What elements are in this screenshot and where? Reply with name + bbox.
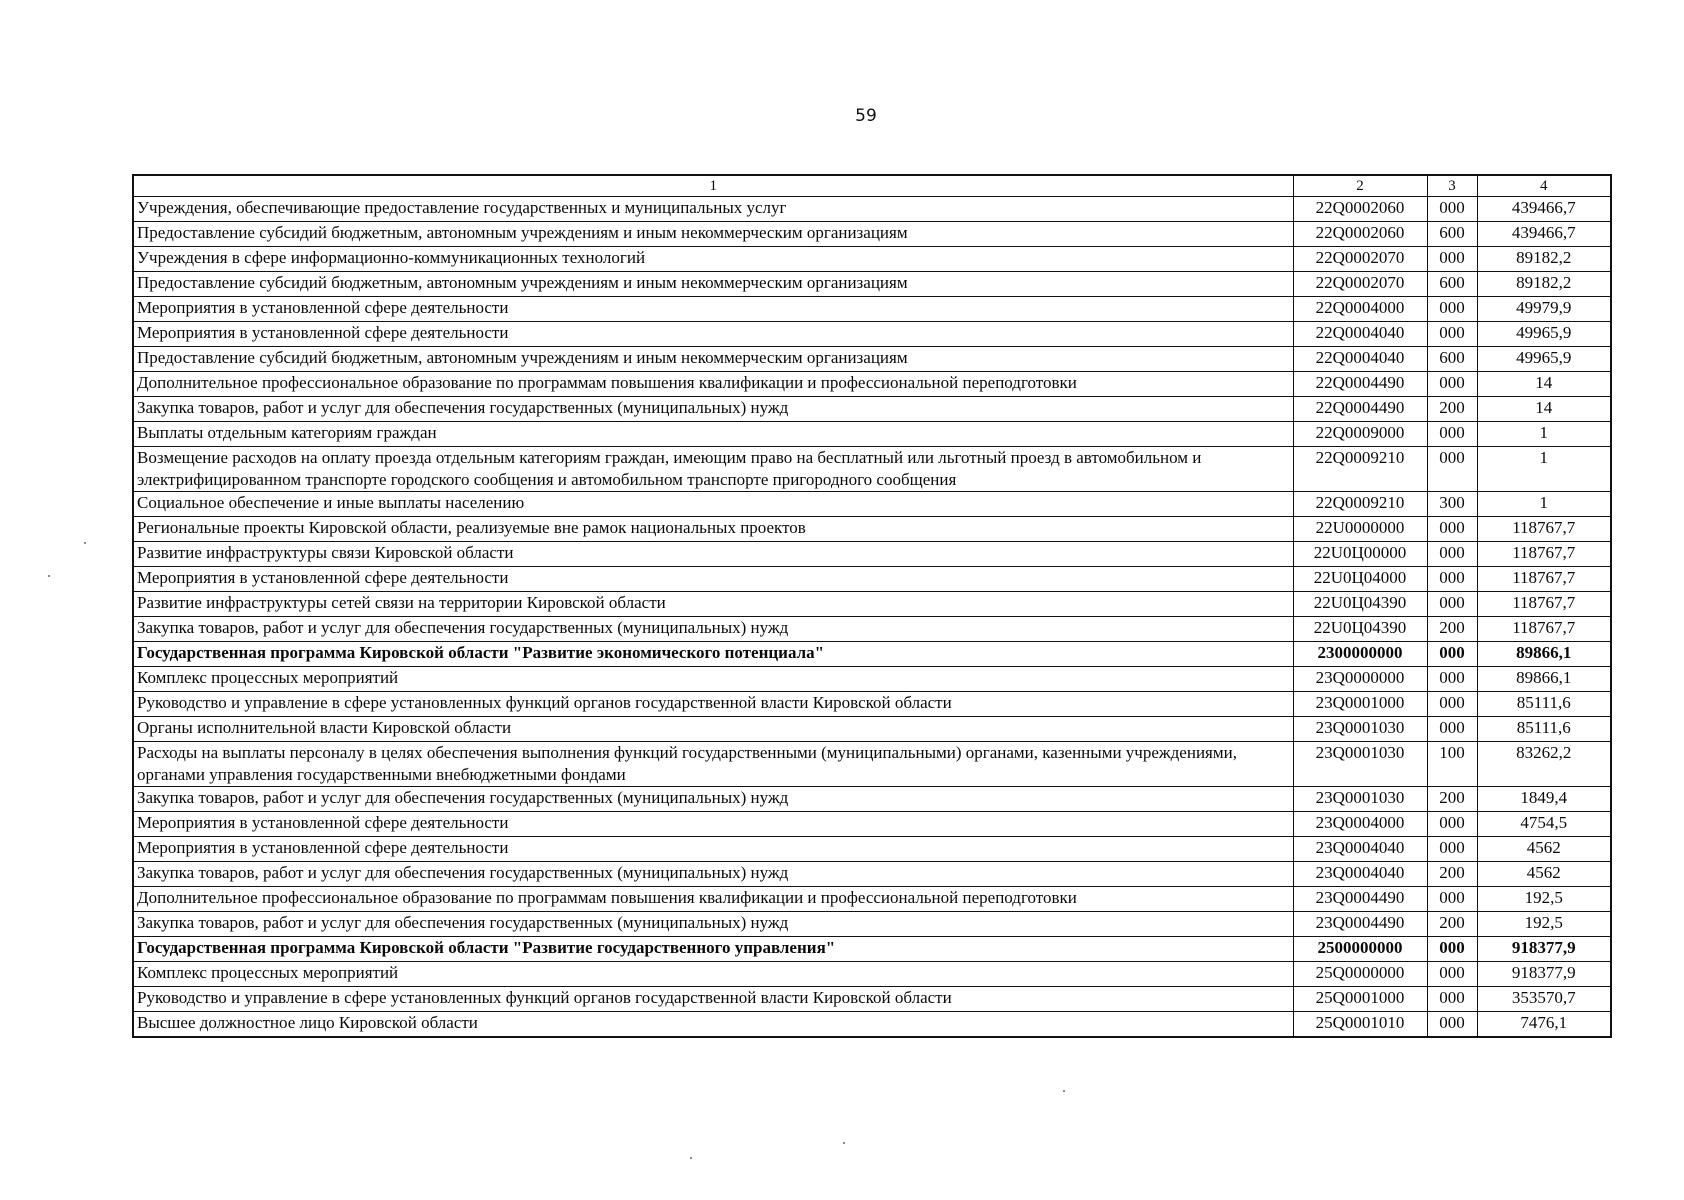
row-sum-cell: 7476,1 [1477, 1012, 1611, 1038]
row-type-cell: 000 [1427, 887, 1477, 912]
row-name-cell: Предоставление субсидий бюджетным, автономным учреждениям и иным некоммерческим организациям [133, 347, 1293, 372]
row-sum-cell: 85111,6 [1477, 717, 1611, 742]
table-row [133, 197, 1611, 222]
row-name-cell: Возмещение расходов на оплату проезда отдельным категориям граждан, имеющим право на бесплатный или льготный проезд в автомобильном и электрифицированном транспорте городского сообщения и автомобильном транспорте пригородного сообщения [133, 447, 1293, 492]
column-header-code: 2 [1293, 175, 1427, 197]
row-type-cell: 600 [1427, 272, 1477, 297]
row-type-cell: 000 [1427, 447, 1477, 492]
table-body [133, 175, 1611, 1037]
table-row [133, 272, 1611, 297]
row-type-cell: 000 [1427, 197, 1477, 222]
column-header-type: 3 [1427, 175, 1477, 197]
row-code-cell: 2500000000 [1293, 937, 1427, 962]
row-code-cell: 22U0Ц00000 [1293, 542, 1427, 567]
row-type-cell: 000 [1427, 987, 1477, 1012]
table-row [133, 592, 1611, 617]
table-row [133, 422, 1611, 447]
row-type-cell: 000 [1427, 542, 1477, 567]
row-type-cell: 200 [1427, 397, 1477, 422]
row-name-cell: Мероприятия в установленной сфере деятельности [133, 567, 1293, 592]
row-type-cell: 000 [1427, 937, 1477, 962]
row-sum-cell: 918377,9 [1477, 937, 1611, 962]
row-type-cell: 000 [1427, 962, 1477, 987]
row-sum-cell: 89866,1 [1477, 642, 1611, 667]
row-sum-cell: 118767,7 [1477, 592, 1611, 617]
row-sum-cell: 83262,2 [1477, 742, 1611, 787]
row-name-cell: Мероприятия в установленной сфере деятельности [133, 322, 1293, 347]
table-row [133, 447, 1611, 492]
row-type-cell: 000 [1427, 247, 1477, 272]
budget-table [132, 174, 1612, 1038]
scan-speck [690, 1157, 692, 1159]
row-name-cell: Мероприятия в установленной сфере деятельности [133, 812, 1293, 837]
row-code-cell: 22Q0004040 [1293, 347, 1427, 372]
row-code-cell: 23Q0001000 [1293, 692, 1427, 717]
table-row [133, 397, 1611, 422]
table-row [133, 912, 1611, 937]
row-type-cell: 000 [1427, 592, 1477, 617]
row-sum-cell: 439466,7 [1477, 222, 1611, 247]
row-code-cell: 23Q0000000 [1293, 667, 1427, 692]
table-row [133, 692, 1611, 717]
row-code-cell: 23Q0004490 [1293, 887, 1427, 912]
row-code-cell: 22Q0004040 [1293, 322, 1427, 347]
row-name-cell: Дополнительное профессиональное образование по программам повышения квалификации и профессиональной переподготовки [133, 372, 1293, 397]
row-type-cell: 600 [1427, 222, 1477, 247]
table-row [133, 222, 1611, 247]
row-sum-cell: 85111,6 [1477, 692, 1611, 717]
table-row [133, 887, 1611, 912]
row-type-cell: 600 [1427, 347, 1477, 372]
row-sum-cell: 118767,7 [1477, 517, 1611, 542]
row-name-cell: Органы исполнительной власти Кировской области [133, 717, 1293, 742]
row-sum-cell: 118767,7 [1477, 617, 1611, 642]
row-sum-cell: 439466,7 [1477, 197, 1611, 222]
row-type-cell: 000 [1427, 717, 1477, 742]
row-name-cell: Дополнительное профессиональное образование по программам повышения квалификации и профессиональной переподготовки [133, 887, 1293, 912]
row-code-cell: 22Q0009000 [1293, 422, 1427, 447]
row-sum-cell: 14 [1477, 397, 1611, 422]
row-name-cell: Развитие инфраструктуры связи Кировской области [133, 542, 1293, 567]
row-type-cell: 000 [1427, 692, 1477, 717]
row-code-cell: 22U0Ц04390 [1293, 592, 1427, 617]
row-type-cell: 300 [1427, 492, 1477, 517]
row-sum-cell: 118767,7 [1477, 542, 1611, 567]
row-code-cell: 22Q0004490 [1293, 397, 1427, 422]
row-name-cell: Государственная программа Кировской области "Развитие государственного управления" [133, 937, 1293, 962]
table-header-row [133, 175, 1611, 197]
table-row [133, 517, 1611, 542]
row-type-cell: 000 [1427, 517, 1477, 542]
table-row [133, 542, 1611, 567]
table-row [133, 987, 1611, 1012]
table-row [133, 247, 1611, 272]
table-row [133, 862, 1611, 887]
row-code-cell: 23Q0004000 [1293, 812, 1427, 837]
row-code-cell: 23Q0001030 [1293, 742, 1427, 787]
row-code-cell: 22Q0009210 [1293, 492, 1427, 517]
row-code-cell: 22Q0002070 [1293, 272, 1427, 297]
row-type-cell: 200 [1427, 617, 1477, 642]
row-sum-cell: 1849,4 [1477, 787, 1611, 812]
table-row [133, 787, 1611, 812]
row-code-cell: 25Q0001010 [1293, 1012, 1427, 1038]
row-type-cell: 000 [1427, 297, 1477, 322]
row-code-cell: 25Q0001000 [1293, 987, 1427, 1012]
scan-speck [48, 575, 50, 577]
row-sum-cell: 4562 [1477, 837, 1611, 862]
scan-speck [84, 542, 86, 544]
row-code-cell: 22Q0002070 [1293, 247, 1427, 272]
row-name-cell: Учреждения в сфере информационно-коммуникационных технологий [133, 247, 1293, 272]
row-name-cell: Закупка товаров, работ и услуг для обеспечения государственных (муниципальных) нужд [133, 912, 1293, 937]
row-name-cell: Предоставление субсидий бюджетным, автономным учреждениям и иным некоммерческим организациям [133, 272, 1293, 297]
table-row [133, 642, 1611, 667]
row-name-cell: Высшее должностное лицо Кировской области [133, 1012, 1293, 1038]
column-header-name: 1 [133, 175, 1293, 197]
row-name-cell: Закупка товаров, работ и услуг для обеспечения государственных (муниципальных) нужд [133, 617, 1293, 642]
row-type-cell: 200 [1427, 862, 1477, 887]
table-row [133, 322, 1611, 347]
row-type-cell: 000 [1427, 642, 1477, 667]
row-code-cell: 23Q0001030 [1293, 717, 1427, 742]
row-code-cell: 2300000000 [1293, 642, 1427, 667]
table-row [133, 492, 1611, 517]
row-type-cell: 000 [1427, 812, 1477, 837]
row-sum-cell: 49979,9 [1477, 297, 1611, 322]
row-code-cell: 22Q0002060 [1293, 197, 1427, 222]
table-row [133, 347, 1611, 372]
table-row [133, 717, 1611, 742]
row-code-cell: 23Q0004040 [1293, 862, 1427, 887]
row-name-cell: Комплекс процессных мероприятий [133, 667, 1293, 692]
row-sum-cell: 1 [1477, 492, 1611, 517]
row-sum-cell: 49965,9 [1477, 322, 1611, 347]
scan-speck [1063, 1090, 1065, 1092]
row-name-cell: Выплаты отдельным категориям граждан [133, 422, 1293, 447]
row-name-cell: Предоставление субсидий бюджетным, автономным учреждениям и иным некоммерческим организациям [133, 222, 1293, 247]
row-sum-cell: 353570,7 [1477, 987, 1611, 1012]
row-sum-cell: 192,5 [1477, 912, 1611, 937]
row-type-cell: 200 [1427, 787, 1477, 812]
table-row [133, 742, 1611, 787]
row-name-cell: Мероприятия в установленной сфере деятельности [133, 297, 1293, 322]
row-sum-cell: 4754,5 [1477, 812, 1611, 837]
row-code-cell: 22U0Ц04000 [1293, 567, 1427, 592]
row-type-cell: 000 [1427, 322, 1477, 347]
table-row [133, 937, 1611, 962]
row-sum-cell: 918377,9 [1477, 962, 1611, 987]
table-row [133, 1012, 1611, 1038]
row-code-cell: 25Q0000000 [1293, 962, 1427, 987]
row-code-cell: 22U0Ц04390 [1293, 617, 1427, 642]
row-code-cell: 22Q0009210 [1293, 447, 1427, 492]
column-header-sum: 4 [1477, 175, 1611, 197]
row-sum-cell: 1 [1477, 422, 1611, 447]
row-sum-cell: 49965,9 [1477, 347, 1611, 372]
row-name-cell: Государственная программа Кировской области "Развитие экономического потенциала" [133, 642, 1293, 667]
row-type-cell: 000 [1427, 837, 1477, 862]
row-sum-cell: 89182,2 [1477, 247, 1611, 272]
row-type-cell: 000 [1427, 1012, 1477, 1038]
row-type-cell: 100 [1427, 742, 1477, 787]
row-type-cell: 200 [1427, 912, 1477, 937]
row-sum-cell: 14 [1477, 372, 1611, 397]
row-name-cell: Региональные проекты Кировской области, реализуемые вне рамок национальных проектов [133, 517, 1293, 542]
row-code-cell: 23Q0004490 [1293, 912, 1427, 937]
table-row [133, 617, 1611, 642]
row-code-cell: 22U0000000 [1293, 517, 1427, 542]
row-name-cell: Комплекс процессных мероприятий [133, 962, 1293, 987]
row-sum-cell: 118767,7 [1477, 567, 1611, 592]
row-name-cell: Закупка товаров, работ и услуг для обеспечения государственных (муниципальных) нужд [133, 397, 1293, 422]
table-row [133, 667, 1611, 692]
row-code-cell: 22Q0004490 [1293, 372, 1427, 397]
row-code-cell: 22Q0002060 [1293, 222, 1427, 247]
table-row [133, 812, 1611, 837]
row-sum-cell: 4562 [1477, 862, 1611, 887]
table-row [133, 297, 1611, 322]
row-name-cell: Развитие инфраструктуры сетей связи на территории Кировской области [133, 592, 1293, 617]
row-type-cell: 000 [1427, 372, 1477, 397]
row-type-cell: 000 [1427, 567, 1477, 592]
row-sum-cell: 192,5 [1477, 887, 1611, 912]
row-name-cell: Руководство и управление в сфере установленных функций органов государственной власти Кировской области [133, 987, 1293, 1012]
table-row [133, 837, 1611, 862]
table-row [133, 567, 1611, 592]
row-sum-cell: 89866,1 [1477, 667, 1611, 692]
row-code-cell: 23Q0001030 [1293, 787, 1427, 812]
table-row [133, 372, 1611, 397]
table-row [133, 962, 1611, 987]
row-name-cell: Руководство и управление в сфере установленных функций органов государственной власти Кировской области [133, 692, 1293, 717]
page-number: 59 [855, 106, 877, 126]
row-type-cell: 000 [1427, 667, 1477, 692]
row-name-cell: Мероприятия в установленной сфере деятельности [133, 837, 1293, 862]
row-code-cell: 23Q0004040 [1293, 837, 1427, 862]
row-sum-cell: 89182,2 [1477, 272, 1611, 297]
row-type-cell: 000 [1427, 422, 1477, 447]
row-name-cell: Закупка товаров, работ и услуг для обеспечения государственных (муниципальных) нужд [133, 862, 1293, 887]
row-sum-cell: 1 [1477, 447, 1611, 492]
scan-speck [843, 1142, 845, 1144]
row-name-cell: Социальное обеспечение и иные выплаты населению [133, 492, 1293, 517]
row-code-cell: 22Q0004000 [1293, 297, 1427, 322]
row-name-cell: Закупка товаров, работ и услуг для обеспечения государственных (муниципальных) нужд [133, 787, 1293, 812]
row-name-cell: Учреждения, обеспечивающие предоставление государственных и муниципальных услуг [133, 197, 1293, 222]
row-name-cell: Расходы на выплаты персоналу в целях обеспечения выполнения функций государственными (муниципальными) органами, казенными учреждениями, органами управления государственными внебюджетными фондами [133, 742, 1293, 787]
